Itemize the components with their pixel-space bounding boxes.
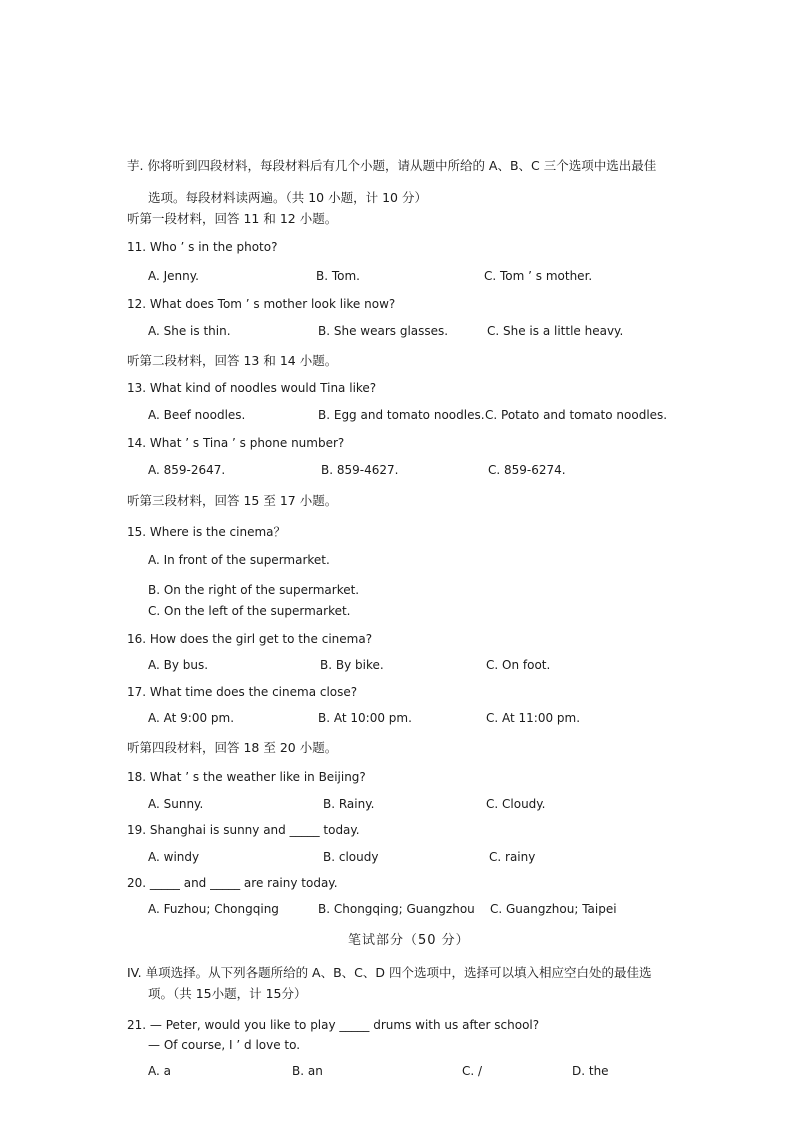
q19-option-a: A. windy — [148, 850, 200, 864]
question-12: 12. What does Tom ’ s mother look like now? — [127, 297, 396, 311]
q16-option-a: A. By bus. — [148, 658, 209, 672]
q12-option-c: C. She is a little heavy. — [487, 324, 624, 338]
q20-option-b: B. Chongqing; Guangzhou — [318, 902, 475, 916]
q21-option-a: A. a — [148, 1064, 171, 1078]
q11-option-b: B. Tom. — [316, 269, 360, 283]
question-21-line2: — Of course, I ’ d love to. — [148, 1038, 301, 1052]
question-13: 13. What kind of noodles would Tina like? — [127, 381, 377, 395]
q13-option-b: B. Egg and tomato noodles. — [318, 408, 485, 422]
q14-option-a: A. 859-2647. — [148, 463, 226, 477]
q11-option-c: C. Tom ’ s mother. — [484, 269, 593, 283]
q15-option-a: A. In front of the supermarket. — [148, 553, 330, 567]
question-21-line1: 21. — Peter, would you like to play _____ drums with us after school? — [127, 1018, 540, 1032]
section-iv-instruction-line1: IV. 单项选择。从下列各题所给的 A、B、C、D 四个选项中，选择可以填入相应空白处的最佳选 — [127, 965, 652, 980]
q21-option-b: B. an — [292, 1064, 323, 1078]
question-18: 18. What ’ s the weather like in Beijing? — [127, 770, 366, 784]
q18-option-c: C. Cloudy. — [486, 797, 546, 811]
passage-2-heading: 听第二段材料，回答 13 和 14 小题。 — [127, 353, 338, 368]
q14-option-b: B. 859-4627. — [321, 463, 399, 477]
q16-option-c: C. On foot. — [486, 658, 551, 672]
q21-option-c: C. / — [462, 1064, 483, 1078]
q18-option-a: A. Sunny. — [148, 797, 204, 811]
passage-4-heading: 听第四段材料，回答 18 至 20 小题。 — [127, 740, 338, 755]
question-17: 17. What time does the cinema close? — [127, 685, 358, 699]
q12-option-a: A. She is thin. — [148, 324, 231, 338]
q18-option-b: B. Rainy. — [323, 797, 375, 811]
q19-option-b: B. cloudy — [323, 850, 379, 864]
written-part-title: 笔试部分（50 分） — [348, 933, 470, 948]
section-iv-instruction-line2: 项。（共 15小题，计 15分） — [148, 986, 307, 1001]
question-15: 15. Where is the cinema？ — [127, 525, 286, 539]
q20-option-a: A. Fuzhou; Chongqing — [148, 902, 279, 916]
q15-option-b: B. On the right of the supermarket. — [148, 583, 360, 597]
q20-option-c: C. Guangzhou; Taipei — [490, 902, 617, 916]
question-16: 16. How does the girl get to the cinema? — [127, 632, 373, 646]
passage-1-heading: 听第一段材料，回答 11 和 12 小题。 — [127, 211, 338, 226]
q14-option-c: C. 859-6274. — [488, 463, 566, 477]
q13-option-c: C. Potato and tomato noodles. — [485, 408, 668, 422]
q21-option-d: D. the — [572, 1064, 609, 1078]
q13-option-a: A. Beef noodles. — [148, 408, 246, 422]
q16-option-b: B. By bike. — [320, 658, 384, 672]
question-20: 20. _____ and _____ are rainy today. — [127, 876, 338, 890]
q19-option-c: C. rainy — [489, 850, 536, 864]
section-iii-instruction-line2: 选项。每段材料读两遍。（共 10 小题，计 10 分） — [148, 190, 427, 205]
question-19: 19. Shanghai is sunny and _____ today. — [127, 823, 360, 837]
q12-option-b: B. She wears glasses. — [318, 324, 449, 338]
question-14: 14. What ’ s Tina ’ s phone number? — [127, 436, 345, 450]
question-11: 11. Who ’ s in the photo? — [127, 240, 278, 254]
q17-option-b: B. At 10:00 pm. — [318, 711, 412, 725]
section-iii-instruction-line1: 芋. 你将听到四段材料，每段材料后有几个小题，请从题中所给的 A、B、C 三个选项中选出最佳 — [127, 158, 657, 173]
q11-option-a: A. Jenny. — [148, 269, 199, 283]
q17-option-a: A. At 9:00 pm. — [148, 711, 235, 725]
q15-option-c: C. On the left of the supermarket. — [148, 604, 351, 618]
q17-option-c: C. At 11:00 pm. — [486, 711, 581, 725]
passage-3-heading: 听第三段材料，回答 15 至 17 小题。 — [127, 493, 338, 508]
